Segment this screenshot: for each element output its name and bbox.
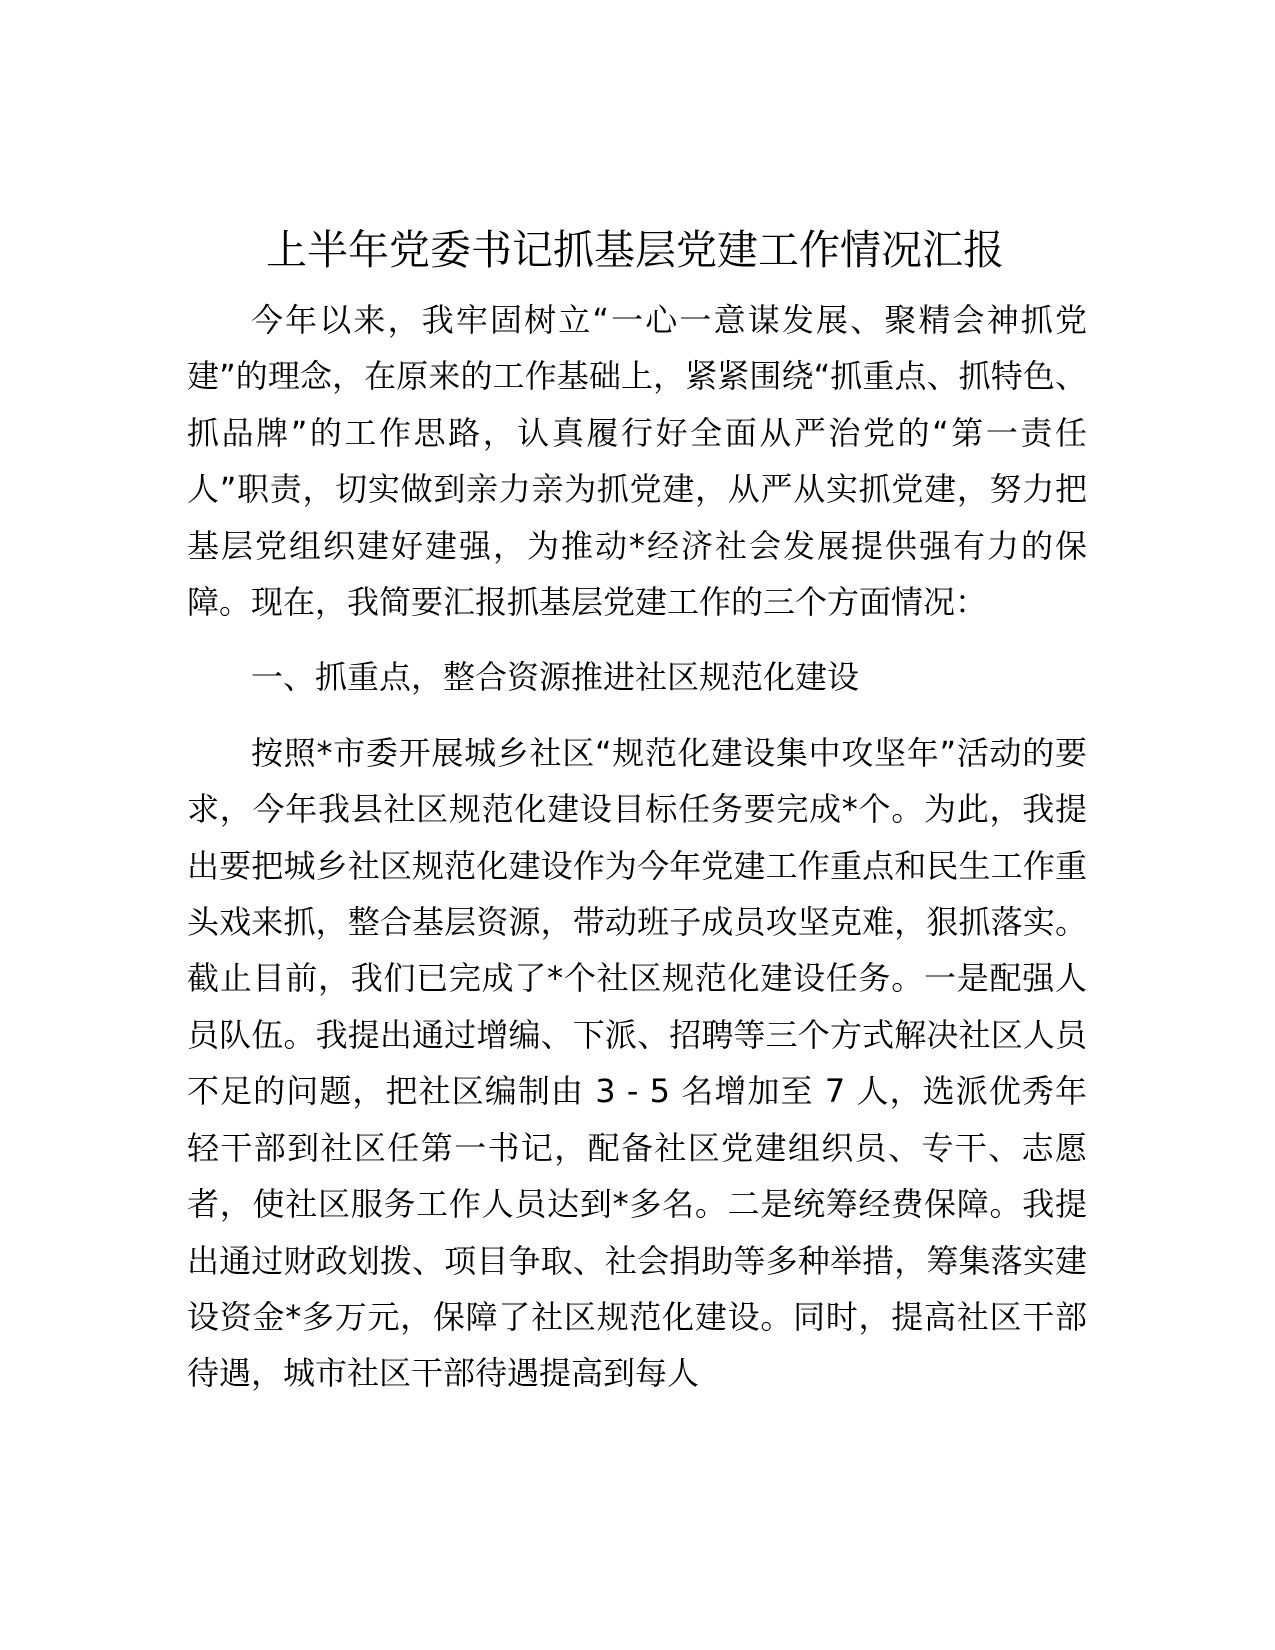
section-paragraph-1: 按照*市委开展城乡社区“规范化建设集中攻坚年”活动的要求，今年我县社区规范化建设目标任务要完成*个。为此，我提出要把城乡社区规范化建设作为今年党建工作重点和民生工作重头戏来抓，整合基层资源，带动班子成员攻坚克难，狠抓落实。截止目前，我们已完成了*个社区规范化建设任务。一是配强人员队伍。我提出通过增编、下派、招聘等三个方式解决社区人员不足的问题，把社区编制由 3 - 5 名增加至 7 人，选派优秀年轻干部到社区任第一书记，配备社区党建组织员、专干、志愿者，使社区服务工作人员达到*多名。二是统筹经费保障。我提出通过财政划拨、项目争取、社会捐助等多种举措，筹集落实建设资金*多万元，保障了社区规范化建设。同时，提高社区干部待遇，城市社区干部待遇提高到每人 [187, 733, 1087, 1393]
document-body [187, 292, 1087, 1402]
intro-paragraph: 今年以来，我牢固树立“一心一意谋发展、聚精会神抓党建”的理念，在原来的工作基础上，紧紧围绕“抓重点、抓特色、抓品牌”的工作思路，认真履行好全面从严治党的“第一责任人”职责，切实做到亲力亲为抓党建，从严从实抓党建，努力把基层党组织建好建强，为推动*经济社会发展提供强有力的保障。现在，我简要汇报抓基层党建工作的三个方面情况： [187, 301, 1087, 622]
document-title: 上半年党委书记抓基层党建工作情况汇报 [266, 226, 1004, 274]
section-heading-1: 一、抓重点，整合资源推进社区规范化建设 [251, 658, 860, 697]
